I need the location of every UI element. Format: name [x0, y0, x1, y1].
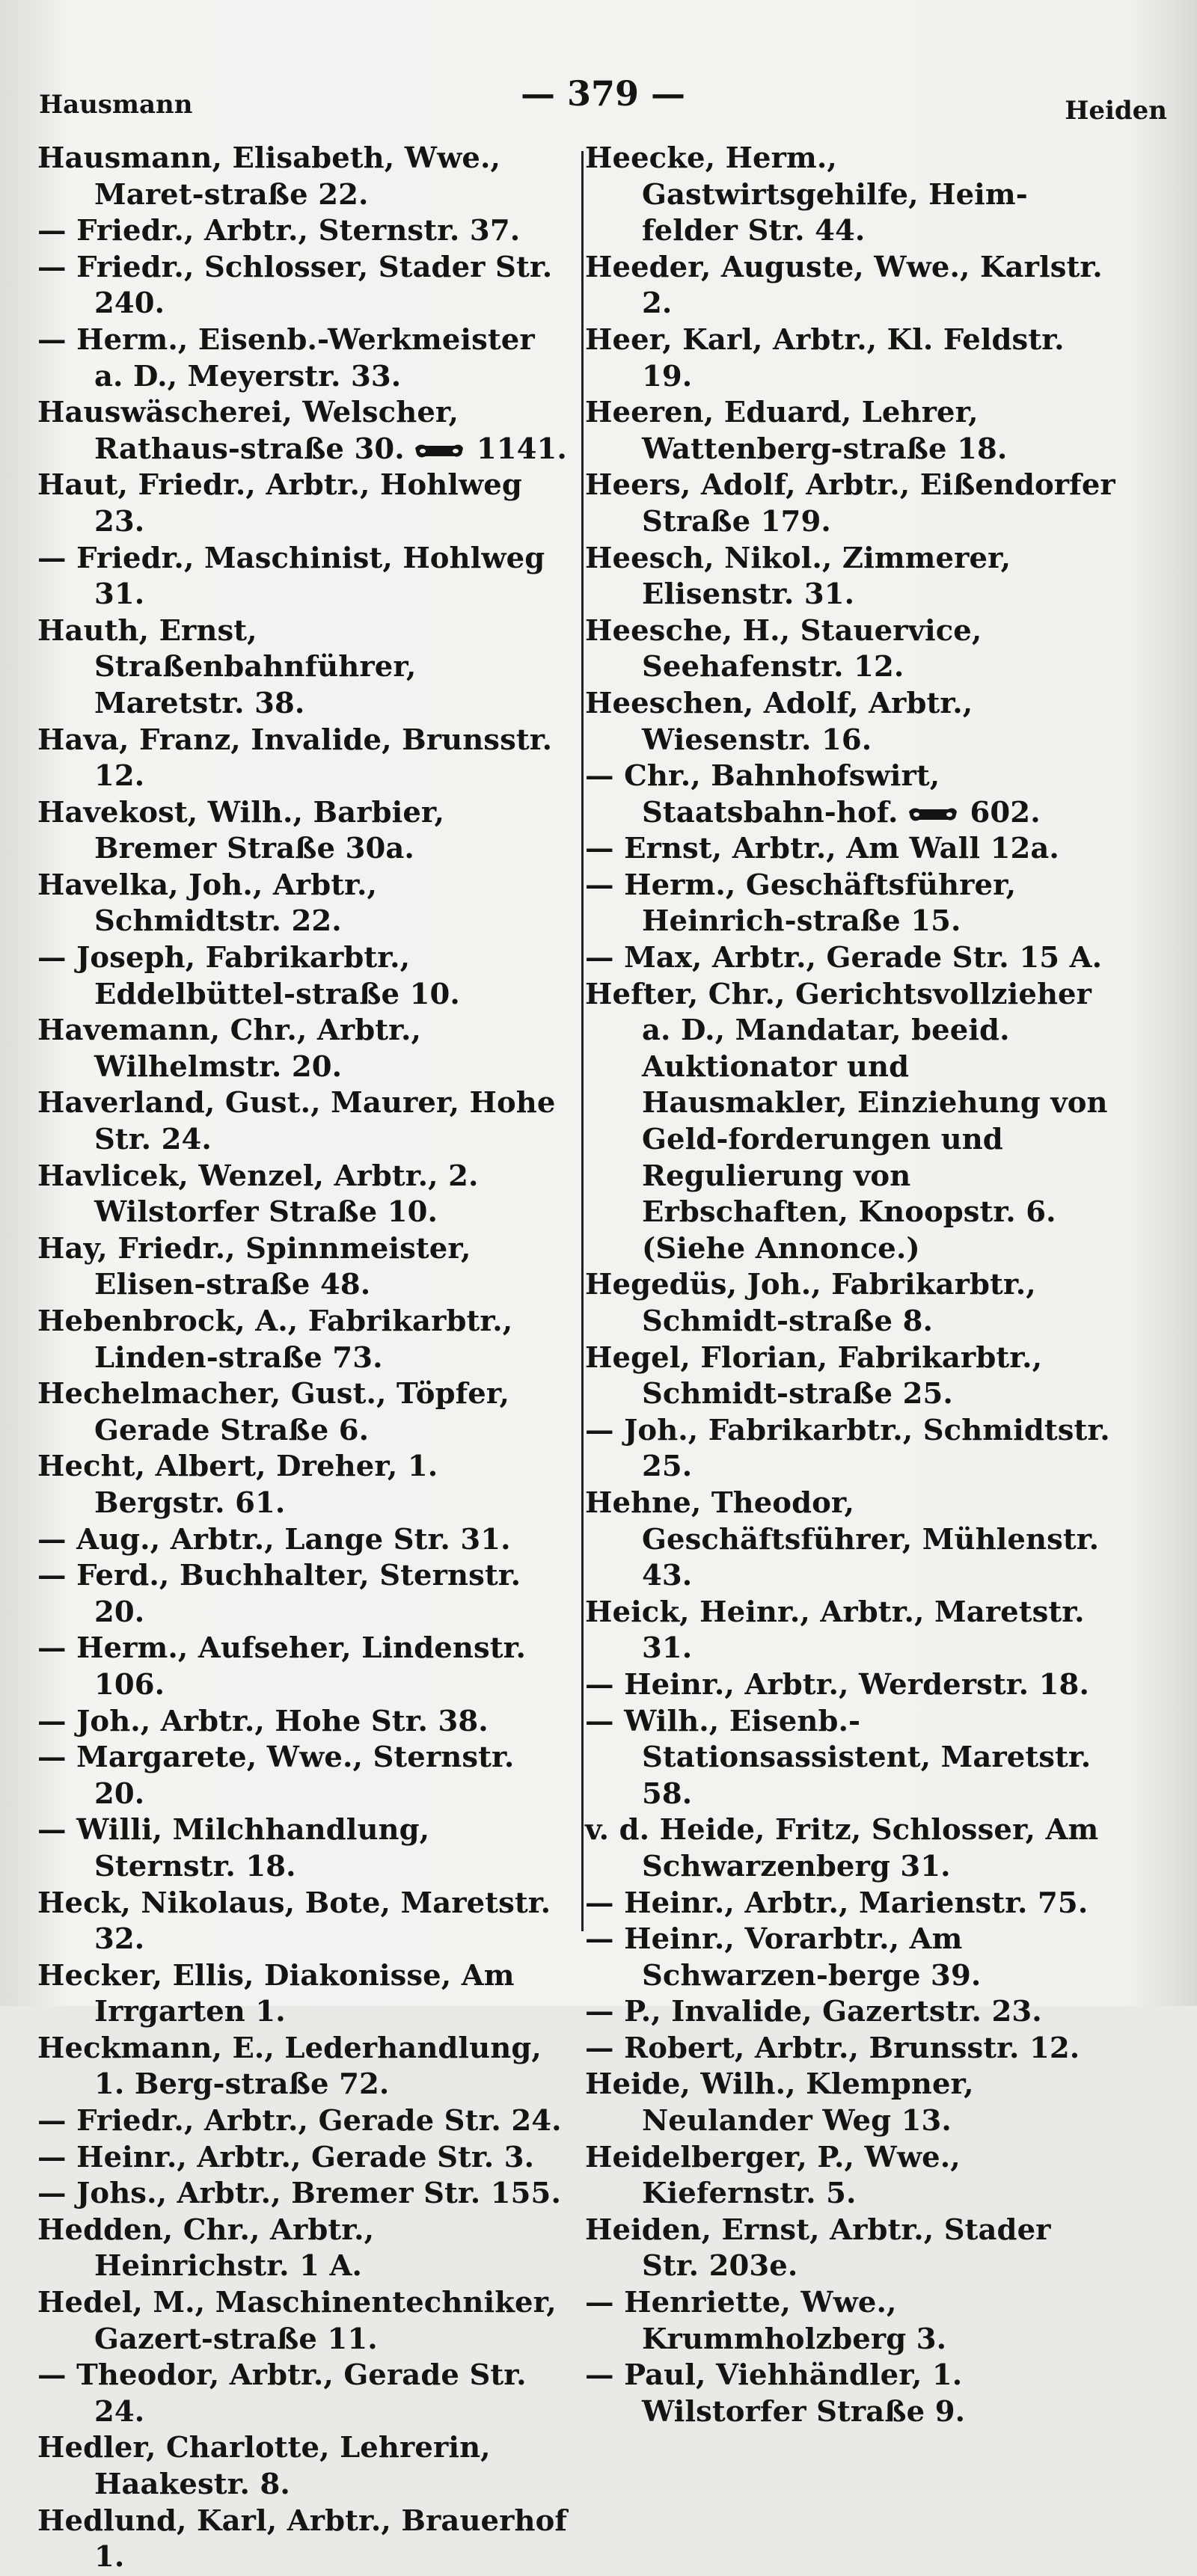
directory-entry [37, 1159, 570, 1231]
directory-entry [585, 1812, 1118, 1885]
directory-entry [37, 1704, 570, 1741]
entry-text: — Robert, Arbtr., Brunsstr. 12. [585, 2031, 1080, 2065]
telephone-icon [906, 805, 960, 824]
directory-entry [585, 758, 1118, 831]
directory-entry [37, 1740, 570, 1812]
directory-entry [37, 1449, 570, 1521]
directory-entry [37, 795, 570, 868]
directory-entry [37, 1558, 570, 1631]
entry-text: — P., Invalide, Gazertstr. 23. [585, 1995, 1042, 2029]
entry-text: Hedel, M., Maschinentechniker, Gazert-straße 11. [37, 2286, 557, 2356]
directory-entry [37, 1013, 570, 1085]
entry-text: Haut, Friedr., Arbtr., Hohlweg 23. [37, 468, 522, 539]
entry-text: Heide, Wilh., Klempner, Neulander Weg 13. [585, 2067, 974, 2138]
entry-text: Heesch, Nikol., Zimmerer, Elisenstr. 31. [585, 541, 1011, 612]
directory-entry [37, 2031, 570, 2103]
entry-text: Heidelberger, P., Wwe., Kiefernstr. 5. [585, 2140, 961, 2211]
entry-text: Hedler, Charlotte, Lehrerin, Haakestr. 8. [37, 2431, 491, 2501]
column-divider [581, 151, 584, 1931]
directory-entry [37, 2212, 570, 2285]
page-number: — 379 — [520, 73, 686, 114]
entry-text: — Heinr., Arbtr., Gerade Str. 3. [37, 2140, 535, 2174]
left-column [37, 141, 570, 2575]
directory-entry [37, 541, 570, 613]
entry-text: — Henriette, Wwe., Krummholzberg 3. [585, 2286, 947, 2356]
right-column [585, 141, 1118, 2429]
directory-entry [37, 1231, 570, 1304]
entry-text: Heeschen, Adolf, Arbtr., Wiesenstr. 16. [585, 686, 973, 757]
directory-entry [585, 1595, 1118, 1667]
directory-entry [585, 1886, 1118, 1922]
entry-text: Heer, Karl, Arbtr., Kl. Feldstr. 19. [585, 322, 1065, 393]
directory-entry [585, 977, 1118, 1268]
entry-text: Heers, Adolf, Arbtr., Eißendorfer Straße 179. [585, 468, 1115, 539]
entry-text: — Johs., Arbtr., Bremer Str. 155. [37, 2177, 561, 2211]
entry-text: — Theodor, Arbtr., Gerade Str. 24. [37, 2358, 527, 2429]
directory-entry [37, 1812, 570, 1885]
directory-entry [37, 467, 570, 540]
entry-text: — Ernst, Arbtr., Am Wall 12a. [585, 832, 1059, 866]
directory-entry [37, 2430, 570, 2503]
running-head [39, 73, 1167, 126]
telephone-icon [412, 441, 466, 461]
entry-text: Heeren, Eduard, Lehrer, Wattenberg-straße 18. [585, 396, 1008, 466]
entry-text: Havlicek, Wenzel, Arbtr., 2. Wilstorfer Straße 10. [37, 1159, 479, 1230]
directory-entry [37, 1304, 570, 1376]
directory-entry [37, 723, 570, 795]
directory-entry [585, 613, 1118, 686]
directory-entry [585, 1667, 1118, 1704]
directory-entry [37, 940, 570, 1013]
directory-entry [585, 141, 1118, 250]
directory-entry [585, 2031, 1118, 2067]
entry-text: — Heinr., Vorarbtr., Am Schwarzen-berge 39. [585, 1922, 982, 1993]
directory-entry [585, 250, 1118, 322]
entry-text: — Heinr., Arbtr., Marienstr. 75. [585, 1886, 1089, 1920]
entry-text: — Max, Arbtr., Gerade Str. 15 A. [585, 941, 1103, 975]
entry-text: — Joseph, Fabrikarbtr., Eddelbüttel-straße 10. [37, 941, 460, 1011]
entry-text: Hegedüs, Joh., Fabrikarbtr., Schmidt-straße 8. [585, 1268, 1036, 1338]
entry-text: Heesche, H., Stauervice, Seehafenstr. 12. [585, 613, 982, 684]
directory-entry [37, 2285, 570, 2358]
directory-entry [37, 1886, 570, 1958]
entry-text: Heick, Heinr., Arbtr., Maretstr. 31. [585, 1595, 1085, 1666]
directory-entry [585, 868, 1118, 940]
entry-text: Heeder, Auguste, Wwe., Karlstr. 2. [585, 250, 1103, 321]
entry-text: Hegel, Florian, Fabrikarbtr., Schmidt-straße 25. [585, 1340, 1043, 1411]
entry-text: Heck, Nikolaus, Bote, Maretstr. 32. [37, 1886, 551, 1957]
directory-entry [37, 395, 570, 467]
directory-entry [585, 1413, 1118, 1485]
directory-entry [585, 1340, 1118, 1413]
columns [37, 141, 1160, 2575]
entry-text: — Joh., Arbtr., Hohe Str. 38. [37, 1704, 489, 1738]
directory-entry [37, 868, 570, 940]
entry-text: — Willi, Milchhandlung, Sternstr. 18. [37, 1813, 430, 1883]
directory-entry [37, 2176, 570, 2212]
entry-text: — Margarete, Wwe., Sternstr. 20. [37, 1741, 515, 1811]
directory-entry [585, 2358, 1118, 2430]
directory-entry [37, 1522, 570, 1559]
directory-entry [585, 467, 1118, 540]
directory-entry [37, 2503, 570, 2576]
directory-entry [585, 1704, 1118, 1813]
directory-entry [37, 141, 570, 213]
directory-entry [37, 1085, 570, 1158]
directory-entry [585, 2067, 1118, 2139]
directory-entry [585, 541, 1118, 613]
directory-entry [585, 2285, 1118, 2358]
phone-number: 1141. [476, 432, 567, 466]
directory-entry [37, 213, 570, 250]
entry-text: Havemann, Chr., Arbtr., Wilhelmstr. 20. [37, 1013, 421, 1084]
entry-text: Hefter, Chr., Gerichtsvollzieher a. D., Mandatar, beeid. Auktionator und Hausmakler, Einziehung von Geld-forderungen und Regulierung von Erbschaften, Knoopstr. 6. (Siehe Annonce.) [585, 977, 1108, 1266]
entry-text: Hebenbrock, A., Fabrikarbtr., Linden-straße 73. [37, 1304, 513, 1375]
entry-text: Hausmann, Elisabeth, Wwe., Maret-straße 22. [37, 141, 500, 212]
entry-text: Hava, Franz, Invalide, Brunsstr. 12. [37, 723, 553, 794]
header-left-word: Hausmann [39, 90, 193, 120]
directory-entry [585, 1922, 1118, 1994]
entry-text: — Herm., Geschäftsführer, Heinrich-straße 15. [585, 868, 1017, 939]
directory-entry [585, 686, 1118, 758]
directory-entry [37, 322, 570, 395]
entry-text: Haverland, Gust., Maurer, Hohe Str. 24. [37, 1086, 556, 1157]
entry-text: — Aug., Arbtr., Lange Str. 31. [37, 1522, 511, 1557]
directory-entry [37, 1631, 570, 1703]
entry-text: Heecke, Herm., Gastwirtsgehilfe, Heim-felder Str. 44. [585, 141, 1028, 248]
directory-entry [37, 2140, 570, 2177]
entry-text: Hecker, Ellis, Diakonisse, Am Irrgarten 1. [37, 1958, 515, 2029]
directory-entry [37, 613, 570, 723]
directory-entry [585, 831, 1118, 868]
directory-entry [37, 2103, 570, 2140]
entry-text: — Friedr., Arbtr., Sternstr. 37. [37, 214, 521, 248]
entry-text: — Friedr., Arbtr., Gerade Str. 24. [37, 2104, 562, 2138]
entry-text: v. d. Heide, Fritz, Schlosser, Am Schwarzenberg 31. [585, 1813, 1099, 1883]
entry-text: Hedden, Chr., Arbtr., Heinrichstr. 1 A. [37, 2212, 375, 2284]
directory-entry [37, 1376, 570, 1449]
entry-text: Hecht, Albert, Dreher, 1. Bergstr. 61. [37, 1450, 438, 1520]
directory-entry [37, 250, 570, 322]
directory-entry [37, 2358, 570, 2430]
directory-entry [585, 322, 1118, 395]
entry-text: — Friedr., Maschinist, Hohlweg 31. [37, 541, 545, 612]
entry-text: — Wilh., Eisenb.-Stationsassistent, Maretstr. 58. [585, 1704, 1092, 1811]
directory-entry [585, 940, 1118, 977]
entry-text: Hay, Friedr., Spinnmeister, Elisen-straße 48. [37, 1231, 471, 1302]
directory-entry [585, 1267, 1118, 1340]
entry-text: — Joh., Fabrikarbtr., Schmidtstr. 25. [585, 1413, 1110, 1484]
entry-text: — Heinr., Arbtr., Werderstr. 18. [585, 1667, 1089, 1702]
directory-entry [585, 1994, 1118, 2031]
directory-entry [585, 395, 1118, 467]
phone-number: 602. [970, 795, 1041, 829]
entry-text: Havelka, Joh., Arbtr., Schmidtstr. 22. [37, 868, 377, 939]
entry-text: Hauth, Ernst, Straßenbahnführer, Maretstr. 38. [37, 613, 417, 720]
entry-text: Hedlund, Karl, Arbtr., Brauerhof 1. [37, 2503, 568, 2575]
entry-text: Heckmann, E., Lederhandlung, 1. Berg-straße 72. [37, 2031, 542, 2102]
entry-text: — Paul, Viehhändler, 1. Wilstorfer Straße 9. [585, 2358, 966, 2429]
entry-text: Hehne, Theodor, Geschäftsführer, Mühlenstr. 43. [585, 1485, 1100, 1593]
entry-text: — Ferd., Buchhalter, Sternstr. 20. [37, 1559, 521, 1629]
header-right-word: Heiden [1065, 96, 1167, 126]
entry-text: Heiden, Ernst, Arbtr., Stader Str. 203e. [585, 2212, 1051, 2284]
directory-entry [585, 2140, 1118, 2212]
entry-text: — Friedr., Schlosser, Stader Str. 240. [37, 250, 553, 321]
entry-text: Havekost, Wilh., Barbier, Bremer Straße 30a. [37, 795, 445, 866]
entry-text: Hauswäscherei, Welscher, Rathaus-straße 30. [37, 396, 459, 466]
entry-text: — Chr., Bahnhofswirt, Staatsbahn-hof. [585, 759, 940, 829]
entry-text: — Herm., Eisenb.-Werkmeister a. D., Meyerstr. 33. [37, 322, 535, 393]
directory-entry [585, 1485, 1118, 1595]
directory-entry [37, 1958, 570, 2031]
entry-text: — Herm., Aufseher, Lindenstr. 106. [37, 1631, 526, 1702]
entry-text: Hechelmacher, Gust., Töpfer, Gerade Straße 6. [37, 1377, 509, 1447]
directory-entry [585, 2212, 1118, 2285]
